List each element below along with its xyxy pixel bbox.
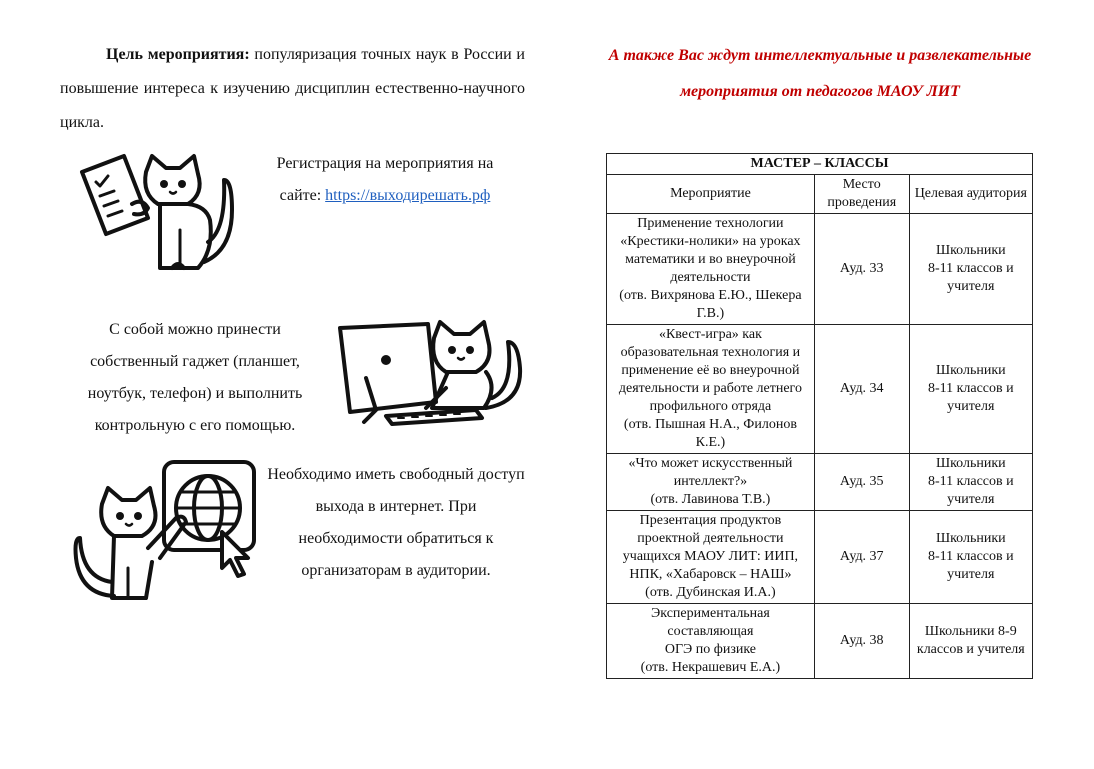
- place-cell: Ауд. 38: [814, 604, 909, 679]
- table-caption: МАСТЕР – КЛАССЫ: [607, 154, 1033, 175]
- goal-section: [60, 38, 525, 140]
- table-row: [607, 511, 1033, 604]
- place-cell: Ауд. 33: [814, 214, 909, 325]
- place-cell: Ауд. 35: [814, 454, 909, 511]
- gadget-text: С собой можно принести собственный гаджет (планшет, ноутбук, телефон) и выполнить контрольную с его помощью.: [87, 321, 303, 434]
- header-place: Место проведения: [814, 175, 909, 214]
- place-cell: Ауд. 34: [814, 325, 909, 454]
- table-row: [607, 454, 1033, 511]
- place-cell: Ауд. 37: [814, 511, 909, 604]
- header-event: Мероприятие: [607, 175, 815, 214]
- registration-text: Регистрация на мероприятия на сайте:: [276, 155, 494, 204]
- goal-text: популяризация точных наук в России и повышение интереса к изучению дисциплин естественно-научного цикла.: [60, 46, 525, 131]
- cat-with-globe-icon: [72, 458, 260, 604]
- goal-paragraph: [60, 38, 525, 140]
- event-cell: Применение технологии «Крестики-нолики» на уроках математики и во внеурочной деятельности (отв. Вихрянова Е.Ю., Шекера Г.В.): [607, 214, 815, 325]
- master-classes-table: [606, 153, 1033, 679]
- audience-cell: Школьники 8-11 классов и учителя: [909, 214, 1032, 325]
- cat-at-computer-icon: [336, 318, 526, 430]
- table-row: [607, 214, 1033, 325]
- goal-label: Цель мероприятия:: [106, 46, 250, 63]
- audience-cell: Школьники 8-11 классов и учителя: [909, 454, 1032, 511]
- registration-link[interactable]: https://выходирешать.рф: [325, 187, 491, 204]
- event-cell: Экспериментальная составляющая ОГЭ по физике (отв. Некрашевич Е.А.): [607, 604, 815, 679]
- cat-with-document-icon: [76, 150, 241, 275]
- internet-block: [265, 459, 527, 587]
- header-audience: Целевая аудитория: [909, 175, 1032, 214]
- event-cell: Презентация продуктов проектной деятельности учащихся МАОУ ЛИТ: ИИП, НПК, «Хабаровск – НАШ» (отв. Дубинская И.А.): [607, 511, 815, 604]
- gadget-block: [64, 314, 326, 442]
- event-cell: «Что может искусственный интеллект?» (отв. Лавинова Т.В.): [607, 454, 815, 511]
- audience-cell: Школьники 8-9 классов и учителя: [909, 604, 1032, 679]
- right-title: А также Вас ждут интеллектуальные и развлекательные мероприятия от педагогов МАОУ ЛИТ: [608, 47, 1032, 100]
- registration-block: [255, 148, 515, 212]
- internet-text: Необходимо иметь свободный доступ выхода в интернет. При необходимости обратиться к организаторам в аудитории.: [267, 466, 525, 579]
- audience-cell: Школьники 8-11 классов и учителя: [909, 511, 1032, 604]
- event-cell: «Квест-игра» как образовательная технология и применение её во внеурочной деятельности и работе летнего профильного отряда (отв. Пышная Н.А., Филонов К.Е.): [607, 325, 815, 454]
- audience-cell: Школьники 8-11 классов и учителя: [909, 325, 1032, 454]
- table-row: [607, 325, 1033, 454]
- table-row: [607, 604, 1033, 679]
